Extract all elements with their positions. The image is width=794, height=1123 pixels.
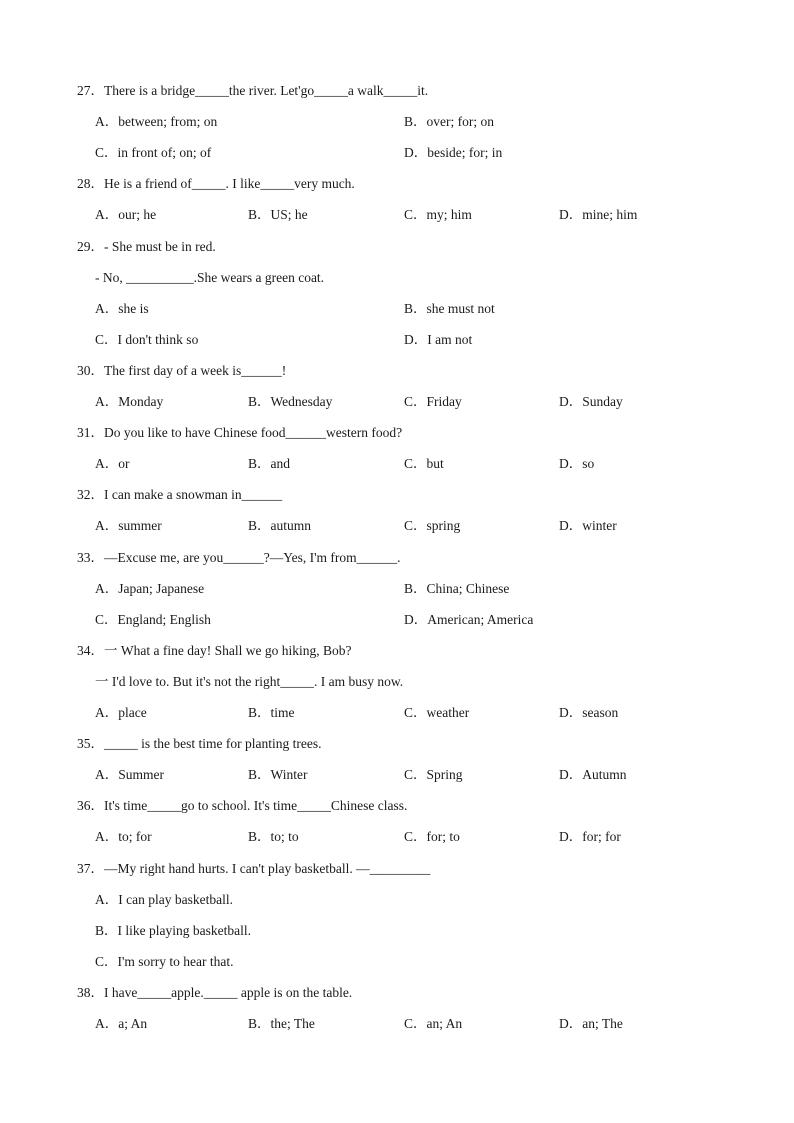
answer-option: A．Summer <box>95 767 164 782</box>
question-number: 38． <box>77 985 104 1000</box>
answer-option: B．over; for; on <box>404 114 494 129</box>
answer-option: C．in front of; on; of <box>95 145 212 160</box>
answer-option: C．spring <box>404 518 461 533</box>
answer-option: B．I like playing basketball. <box>95 923 251 938</box>
answer-option: D．winter <box>559 518 617 533</box>
answer-option: C．but <box>404 456 444 471</box>
answer-option: A．Monday <box>95 394 164 409</box>
question-text: _____ is the best time for planting trees. <box>104 736 322 751</box>
question-number: 31． <box>77 425 104 440</box>
answer-option: C．I'm sorry to hear that. <box>95 954 234 969</box>
answer-option: D．mine; him <box>559 207 638 222</box>
question-text: - She must be in red. <box>104 239 216 254</box>
question-text: It's time_____go to school. It's time_____Chinese class. <box>104 798 408 813</box>
answer-option: A．a; An <box>95 1016 148 1031</box>
answer-option: A．between; from; on <box>95 114 218 129</box>
question-number: 36． <box>77 798 104 813</box>
answer-option: D．Autumn <box>559 767 627 782</box>
question-text-continued: 一 I'd love to. But it's not the right_____. I am busy now. <box>95 674 404 689</box>
answer-option: C．an; An <box>404 1016 463 1031</box>
answer-option: B．US; he <box>248 207 308 222</box>
question-number: 27． <box>77 83 104 98</box>
answer-option: A．to; for <box>95 829 152 844</box>
answer-option: B．time <box>248 705 295 720</box>
answer-option: C．weather <box>404 705 470 720</box>
answer-option: C．Friday <box>404 394 462 409</box>
answer-option: B．China; Chinese <box>404 581 510 596</box>
answer-option: D．Sunday <box>559 394 623 409</box>
question-number: 33． <box>77 550 104 565</box>
answer-option: A．she is <box>95 301 149 316</box>
answer-option: A．or <box>95 456 130 471</box>
question-text: Do you like to have Chinese food______western food? <box>104 425 403 440</box>
answer-option: A．our; he <box>95 207 157 222</box>
answer-option: C．England; English <box>95 612 211 627</box>
question-text: I can make a snowman in______ <box>104 487 283 502</box>
question-number: 30． <box>77 363 104 378</box>
answer-option: D．for; for <box>559 829 621 844</box>
question-text: The first day of a week is______! <box>104 363 287 378</box>
question-text: 一 What a fine day! Shall we go hiking, Bob? <box>104 643 352 658</box>
question-text-continued: - No, __________.She wears a green coat. <box>95 270 325 285</box>
answer-option: D．season <box>559 705 619 720</box>
question-text: I have_____apple._____ apple is on the table. <box>104 985 353 1000</box>
answer-option: B．the; The <box>248 1016 315 1031</box>
answer-option: B．and <box>248 456 290 471</box>
answer-option: A．Japan; Japanese <box>95 581 205 596</box>
answer-option: B．to; to <box>248 829 299 844</box>
answer-option: A．summer <box>95 518 162 533</box>
question-number: 34． <box>77 643 104 658</box>
answer-option: C．for; to <box>404 829 460 844</box>
answer-option: B．Wednesday <box>248 394 333 409</box>
answer-option: C．I don't think so <box>95 332 199 347</box>
answer-option: A．place <box>95 705 147 720</box>
answer-option: C．Spring <box>404 767 463 782</box>
answer-option: D．an; The <box>559 1016 623 1031</box>
question-number: 35． <box>77 736 104 751</box>
question-text: He is a friend of_____. I like_____very much. <box>104 176 355 191</box>
answer-option: B．autumn <box>248 518 311 533</box>
answer-option: D．so <box>559 456 595 471</box>
question-text: There is a bridge_____the river. Let'go_____a walk_____it. <box>104 83 429 98</box>
question-number: 37． <box>77 861 104 876</box>
answer-option: B．she must not <box>404 301 495 316</box>
answer-option: D．American; America <box>404 612 534 627</box>
question-number: 29． <box>77 239 104 254</box>
question-text: —Excuse me, are you______?—Yes, I'm from______. <box>104 550 401 565</box>
answer-option: D．I am not <box>404 332 473 347</box>
question-number: 28． <box>77 176 104 191</box>
answer-option: B．Winter <box>248 767 308 782</box>
answer-option: A．I can play basketball. <box>95 892 233 907</box>
question-number: 32． <box>77 487 104 502</box>
answer-option: D．beside; for; in <box>404 145 503 160</box>
answer-option: C．my; him <box>404 207 472 222</box>
question-text: —My right hand hurts. I can't play basketball. —_________ <box>104 861 431 876</box>
